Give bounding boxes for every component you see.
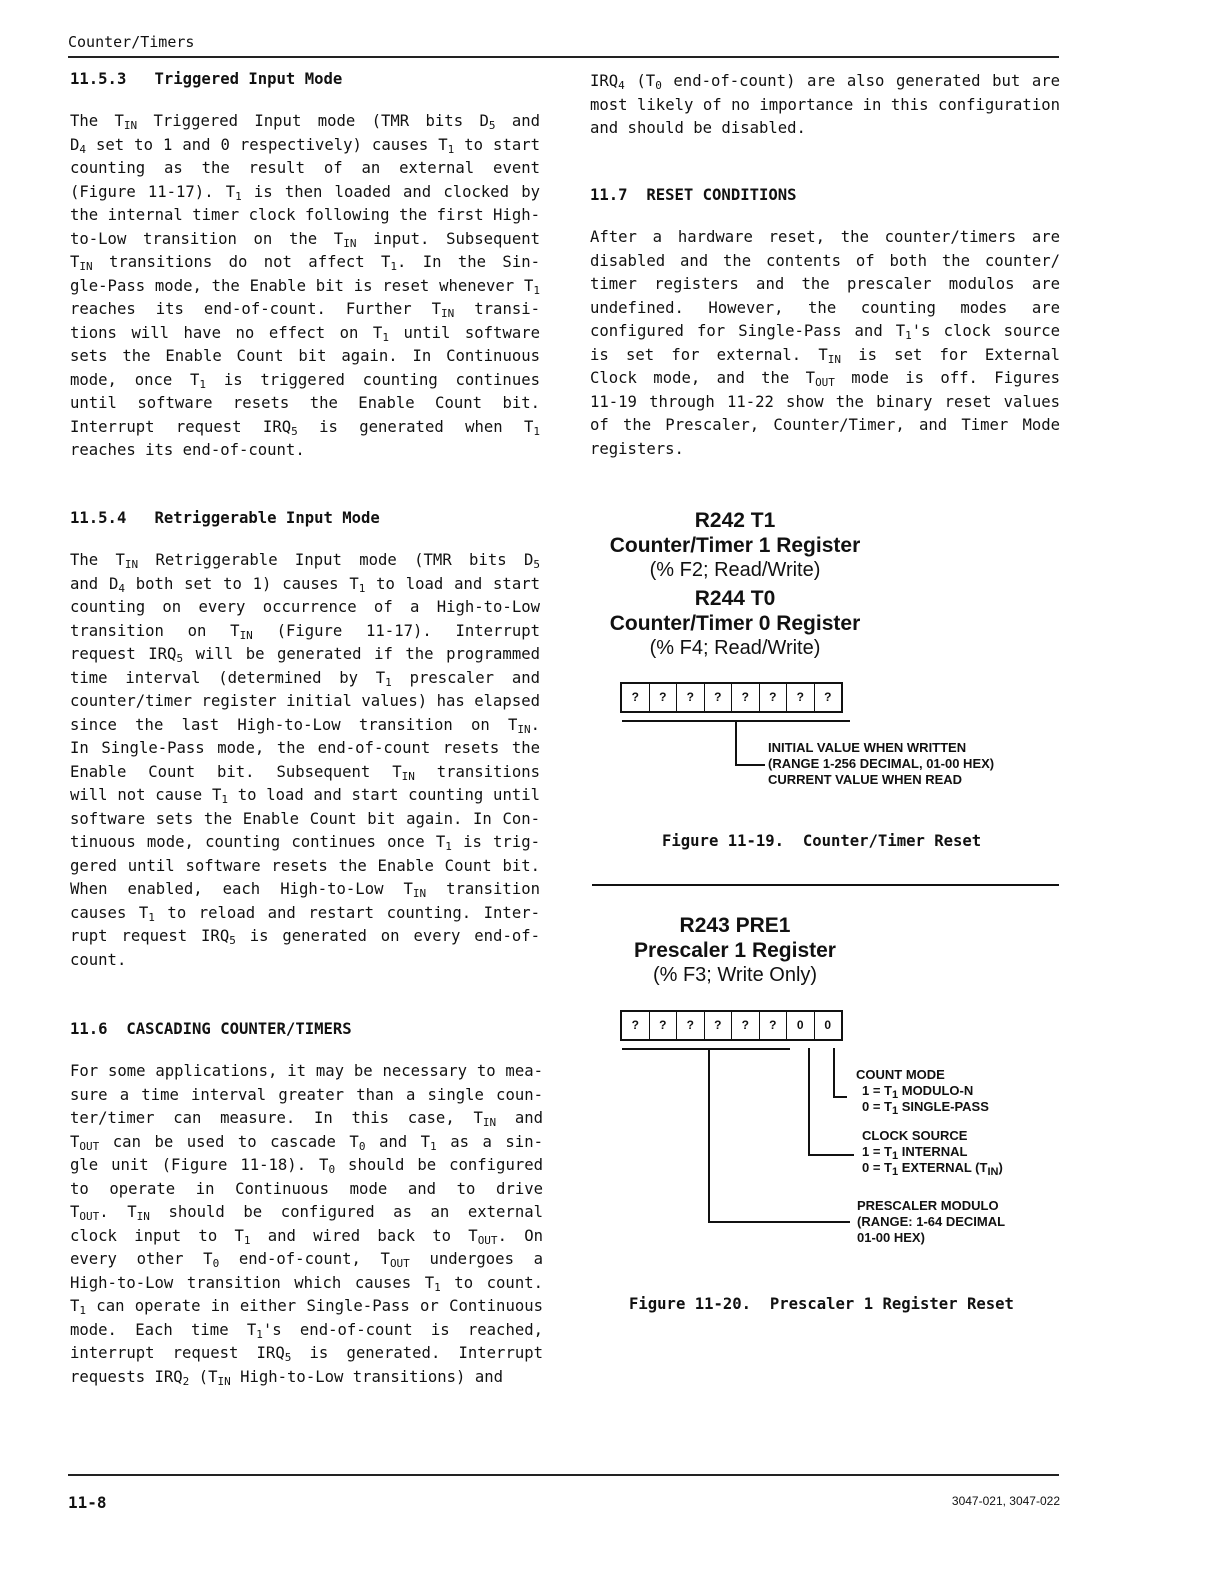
- register-title: Prescaler 1 Register: [634, 939, 836, 962]
- register-bit-3: ?: [732, 1012, 760, 1039]
- paragraph: [590, 70, 1060, 141]
- text-line: In Single-Pass mode, the end-of-count resets the: [70, 739, 540, 757]
- text-line: 11-19 through 11-22 show the binary reset values: [590, 392, 1060, 411]
- text-line: tions will have no effect on $T_1$ until software: [70, 323, 540, 344]
- section-11-5-4: [70, 509, 540, 972]
- text-line: mode. Each time $T_1's$ end-of-count is reached,: [70, 1320, 543, 1341]
- figure-caption: Figure 11-20. Prescaler 1 Register Reset: [629, 1295, 1014, 1313]
- annotation-line: INITIAL VALUE WHEN WRITTEN: [768, 740, 967, 755]
- text-line: software sets the Enable Count bit again. In Con-: [70, 809, 540, 828]
- section-11-6: [70, 1020, 543, 1389]
- footer-divider: [68, 1474, 1059, 1476]
- text-line: interrupt request $IRQ_5$ is generated. Interrupt: [70, 1344, 543, 1364]
- text-line: disabled and the contents of both the counter/: [590, 251, 1060, 270]
- count-mode-connector: [833, 1048, 835, 1097]
- text-line: ter/timer can measure. In this case, $T_{IN}$ and: [70, 1109, 543, 1129]
- text-line: sets the Enable Count bit again. In Continuous: [70, 347, 540, 365]
- text-line: $T_{IN}$ transitions do not affect $T_1$. In the Sin-: [70, 253, 540, 273]
- bracket-line: [622, 1048, 790, 1050]
- text-line: clock input to $T_1$ and wired back to $T_{OUT}$. On: [70, 1226, 543, 1247]
- text-line: until software resets the Enable Count bit.: [70, 394, 540, 412]
- text-line: The $T_{IN}$ Triggered Input mode (TMR bits $D_5$ and: [70, 112, 540, 132]
- register-name: R244 T0: [694, 587, 776, 610]
- paragraph: [590, 226, 1060, 461]
- annotation-line: (RANGE: 1-64 DECIMAL: [857, 1214, 1006, 1229]
- figure-11-19-titles: [590, 508, 880, 660]
- paragraph: [70, 1060, 543, 1389]
- text-line: is set for external. $T_{IN}$ is set for External: [590, 345, 1060, 366]
- register-bit-2: ?: [760, 1012, 788, 1039]
- header-divider: [68, 56, 1059, 58]
- figure-divider: [592, 884, 1059, 886]
- prescaler-annotation: [857, 1198, 1005, 1246]
- text-line: registers.: [590, 439, 684, 458]
- register-access: (% F3; Write Only): [652, 964, 818, 986]
- count-mode-annotation: [856, 1067, 989, 1115]
- clock-source-annotation: [862, 1128, 1003, 1176]
- register-bits-t1-t0: [620, 682, 843, 713]
- text-line: most likely of no importance in this configuration: [590, 95, 1060, 114]
- annotation-title: CLOCK SOURCE: [862, 1128, 968, 1143]
- text-line: request $IRQ_5$ will be generated if the programmed: [70, 645, 540, 665]
- text-line: $IRQ_4$ ($T_0$ end-of-count) are also generated but are: [590, 72, 1061, 92]
- register-access: (% F4; Read/Write): [649, 637, 821, 659]
- section-heading: 11.7 RESET CONDITIONS: [590, 186, 797, 204]
- clock-source-connector: [808, 1048, 810, 1155]
- annotation-line: CURRENT VALUE WHEN READ: [768, 772, 963, 787]
- register-name: R243 PRE1: [679, 914, 791, 937]
- register-title: Counter/Timer 0 Register: [609, 612, 861, 635]
- register-bit-7: ?: [622, 684, 650, 711]
- connector-line: [735, 764, 765, 766]
- register-bit-4: ?: [705, 684, 733, 711]
- register-bit-3: ?: [732, 684, 760, 711]
- register-bit-6: ?: [650, 1012, 678, 1039]
- text-line: When enabled, each High-to-Low $T_{IN}$ transition: [70, 880, 540, 900]
- register-bit-6: ?: [650, 684, 678, 711]
- running-header: Counter/Timers: [68, 33, 195, 51]
- prescaler-connector: [708, 1221, 850, 1223]
- text-line: since the last High-to-Low transition on $T_{IN}$.: [70, 715, 540, 736]
- text-line: will not cause $T_1$ to load and start counting until: [70, 786, 540, 806]
- text-line: After a hardware reset, the counter/timers are: [590, 228, 1060, 246]
- text-line: gered until software resets the Enable Count bit.: [70, 856, 540, 875]
- text-line: of the Prescaler, Counter/Timer, and Timer Mode: [590, 416, 1060, 434]
- register-access: (% F2; Read/Write): [649, 559, 821, 581]
- text-line: and $D_4$ both set to 1) causes $T_1$ to load and start: [70, 574, 540, 595]
- text-line: counting on every occurrence of a High-to-Low: [70, 598, 540, 616]
- text-line: sure a time interval greater than a single coun-: [70, 1085, 543, 1104]
- text-line: rupt request $IRQ_5$ is generated on every end-of-: [70, 927, 540, 947]
- register-bit-1: ?: [787, 684, 815, 711]
- text-line: every other $T_0$ end-of-count, $T_{OUT}$ undergoes a: [70, 1250, 543, 1270]
- annotation-option: $1 = T_1$ MODULO-N: [862, 1083, 974, 1101]
- text-line: count.: [70, 950, 127, 969]
- section-heading: 11.6 CASCADING COUNTER/TIMERS: [70, 1020, 352, 1038]
- text-line: The $T_{IN}$ Retriggerable Input mode (TMR bits $D_5$: [70, 551, 540, 571]
- text-line: configured for Single-Pass and $T_1's$ clock source: [590, 322, 1060, 342]
- annotation-title: COUNT MODE: [856, 1067, 945, 1082]
- figure-caption: Figure 11-19. Counter/Timer Reset: [662, 832, 982, 850]
- text-line: $T_1$ can operate in either Single-Pass or Continuous: [70, 1297, 543, 1317]
- text-line: time interval (determined by $T_1$ prescaler and: [70, 668, 540, 689]
- text-line: Enable Count bit. Subsequent $T_{IN}$ transitions: [70, 762, 540, 783]
- annotation-line: 01-00 HEX): [857, 1230, 925, 1245]
- text-line: Interrupt request $IRQ_5$ is generated when $T_1$: [70, 417, 541, 438]
- text-line: $T_{OUT}$. $T_{IN}$ should be configured as an external: [70, 1203, 543, 1223]
- register-name: R242 T1: [694, 509, 776, 532]
- annotation-option: $1 = T_1$ INTERNAL: [862, 1144, 968, 1162]
- text-line: counter/timer register initial values) has elapsed: [70, 692, 540, 710]
- text-line: High-to-Low transition which causes $T_1$ to count.: [70, 1273, 543, 1294]
- section-heading: 11.5.3 Triggered Input Mode: [70, 70, 343, 88]
- text-line: causes $T_1$ to reload and restart counting. Inter-: [70, 903, 540, 924]
- register-annotation: [768, 740, 994, 788]
- text-line: to operate in Continuous mode and to drive: [70, 1179, 543, 1198]
- text-line: (Figure 11-17). $T_1$ is then loaded and clocked by: [70, 182, 540, 203]
- register-bit-0: 0: [824, 1018, 832, 1032]
- clock-source-connector: [808, 1154, 854, 1156]
- text-line: timer registers and the prescaler modulos are: [590, 275, 1060, 293]
- register-title: Counter/Timer 1 Register: [609, 534, 861, 557]
- paragraph: [70, 549, 540, 972]
- text-line: requests $IRQ_2$ ($T_{IN}$ High-to-Low transitions) and: [70, 1367, 503, 1388]
- figure-11-20-titles: [590, 913, 880, 987]
- text-line: the internal timer clock following the first High-: [70, 206, 540, 224]
- text-line: For some applications, it may be necessary to mea-: [70, 1062, 543, 1080]
- text-line: gle unit (Figure 11-18). $T_0$ should be configured: [70, 1156, 543, 1176]
- register-bit-1: 0: [787, 1012, 815, 1039]
- continued-paragraph: [590, 70, 1060, 141]
- register-bit-2: ?: [760, 684, 788, 711]
- paragraph: [70, 110, 540, 463]
- prescaler-connector: [708, 1049, 710, 1222]
- text-line: counting as the result of an external event: [70, 159, 540, 177]
- text-line: gle-Pass mode, the Enable bit is reset whenever $T_1$: [70, 276, 540, 297]
- annotation-title: PRESCALER MODULO: [857, 1198, 999, 1213]
- section-11-5-3: [70, 70, 540, 463]
- text-line: mode, once $T_1$ is triggered counting continues: [70, 370, 540, 391]
- text-line: $D_4$ set to 1 and 0 respectively) causes $T_1$ to start: [70, 135, 540, 156]
- text-line: reaches its end-of-count.: [70, 441, 305, 459]
- register-bit-5: ?: [677, 684, 705, 711]
- text-line: tinuous mode, counting continues once $T_1$ is trig-: [70, 833, 540, 853]
- register-bit-7: ?: [622, 1012, 650, 1039]
- text-line: Clock mode, and the $T_{OUT}$ mode is off. Figures: [590, 369, 1060, 389]
- text-line: to-Low transition on the $T_{IN}$ input. Subsequent: [70, 229, 540, 250]
- section-heading: 11.5.4 Retriggerable Input Mode: [70, 509, 380, 527]
- annotation-option: $0 = T_1$ EXTERNAL $(T_{IN})$: [862, 1160, 1003, 1178]
- text-line: reaches its end-of-count. Further $T_{IN}$ transi-: [70, 300, 540, 320]
- text-line: $T_{OUT}$ can be used to cascade $T_0$ and $T_1$ as a sin-: [70, 1132, 543, 1153]
- register-bit-4: ?: [705, 1012, 733, 1039]
- page-number: 11-8: [68, 1493, 107, 1512]
- text-line: and should be disabled.: [590, 119, 806, 137]
- section-11-7: [590, 186, 1060, 461]
- count-mode-connector: [833, 1096, 847, 1098]
- text-line: undefined. However, the counting modes are: [590, 298, 1060, 317]
- register-bit-0: ?: [824, 690, 832, 704]
- connector-line: [735, 721, 737, 765]
- document-codes: 3047-021, 3047-022: [951, 1494, 1060, 1508]
- register-bits-pre1: [620, 1010, 843, 1041]
- annotation-line: (RANGE 1-256 DECIMAL, 01-00 HEX): [768, 756, 995, 771]
- annotation-option: $0 = T_1$ SINGLE-PASS: [862, 1099, 989, 1117]
- register-bit-5: ?: [677, 1012, 705, 1039]
- text-line: transition on $T_{IN}$ (Figure 11-17). Interrupt: [70, 621, 540, 642]
